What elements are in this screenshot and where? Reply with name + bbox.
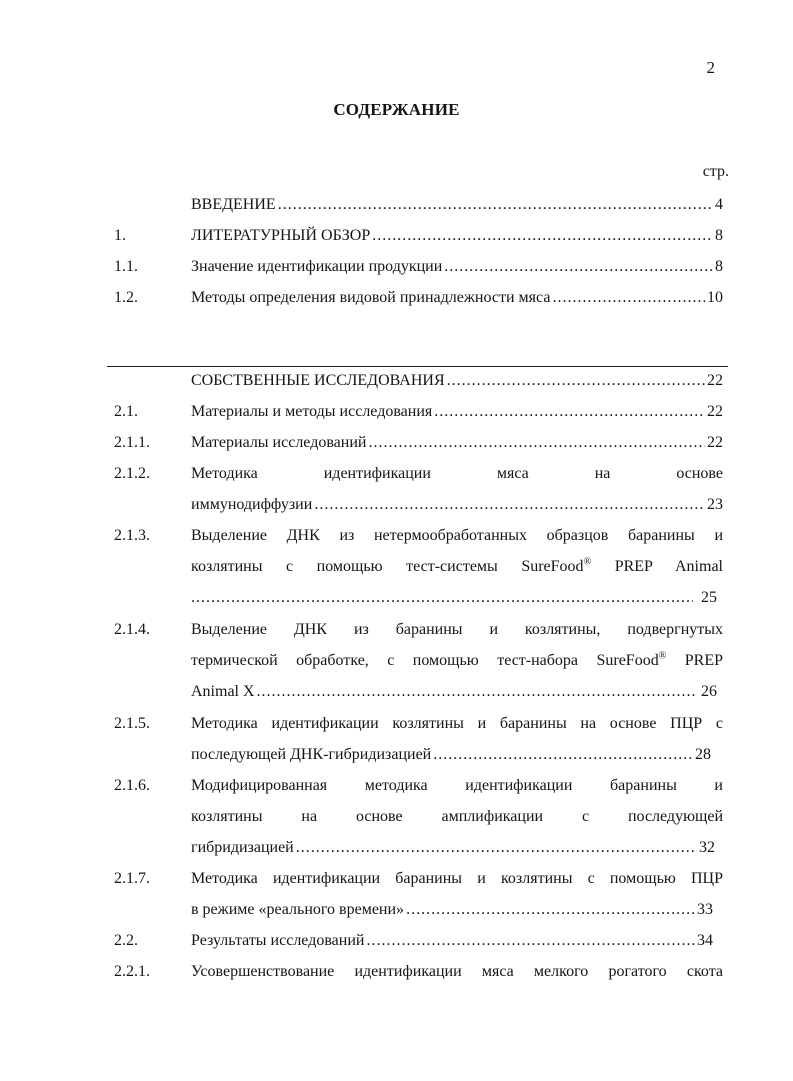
toc-entry-text: последующей ДНК-гибридизацией <box>191 746 432 763</box>
toc-entry-text: СОБСТВЕННЫЕ ИССЛЕДОВАНИЯ <box>191 372 445 389</box>
dot-leader <box>191 582 693 613</box>
dot-leader <box>372 220 713 251</box>
toc-entry-text: козлятины на основе амплификации с последующей <box>191 808 723 825</box>
dot-leader <box>278 189 713 220</box>
page-number: 2 <box>706 58 715 77</box>
toc-entry-text: Выделение ДНК из баранины и козлятины, подвергнутых <box>191 621 723 638</box>
toc-entry-number: 2.2.1. <box>114 963 150 980</box>
page-title: СОДЕРЖАНИЕ <box>333 100 460 119</box>
toc-entry-text: Результаты исследований <box>191 932 365 949</box>
toc-entry-text: иммунодиффузии <box>191 496 313 513</box>
dot-leader <box>314 489 705 520</box>
toc-entry-page: 33 <box>697 901 713 918</box>
toc-entry-text: Выделение ДНК из нетермообработанных образцов баранины и <box>191 527 723 544</box>
toc-entry-page: 22 <box>707 372 723 389</box>
dot-leader <box>433 739 693 770</box>
toc-entry-text: козлятины с помощью тест-системы SureFood® PREP Animal <box>191 556 723 575</box>
toc-entry-number: 2.1.1. <box>114 434 150 451</box>
page-column-label: стр. <box>702 163 729 180</box>
toc-entry-text: ЛИТЕРАТУРНЫЙ ОБЗОР <box>191 227 371 244</box>
toc-entry-number: 2.1.6. <box>114 777 150 794</box>
dot-leader <box>447 365 705 396</box>
dot-leader <box>368 427 705 458</box>
toc-entry-text: Усовершенствование идентификации мяса мелкого рогатого скота <box>191 963 723 980</box>
toc-entry-page: 32 <box>699 839 715 856</box>
toc-entry-page: 26 <box>701 683 717 700</box>
toc-entry-text: Методика идентификации мяса на основе <box>191 465 723 482</box>
toc-entry-text: гибридизацией <box>191 839 294 856</box>
toc-entry-text: термической обработке, с помощью тест-набора SureFood® PREP <box>191 650 724 669</box>
toc-entry-text: Animal X <box>191 683 255 700</box>
toc-entry-number: 1. <box>114 227 126 244</box>
dot-leader <box>434 396 705 427</box>
toc-entry-text: Методы определения видовой принадлежности мяса <box>191 289 551 306</box>
toc-entry-text: в режиме «реального времени» <box>191 901 405 918</box>
toc-entry-number: 1.2. <box>114 289 138 306</box>
toc-entry-text: ВВЕДЕНИЕ <box>191 196 276 213</box>
toc-entry-page: 22 <box>707 434 723 451</box>
toc-entry-number: 2.1.4. <box>114 621 150 638</box>
toc-entry-number: 2.1.7. <box>114 870 150 887</box>
toc-entry-page: 8 <box>715 227 723 244</box>
toc-entry-page: 8 <box>715 258 723 275</box>
toc-entry-page: 10 <box>707 289 723 306</box>
toc-entry-number: 1.1. <box>114 258 138 275</box>
toc-entry-page: 22 <box>707 403 723 420</box>
toc-entry-number: 2.2. <box>114 932 138 949</box>
toc-entry-page: 34 <box>697 932 713 949</box>
toc-entry-number: 2.1. <box>114 403 138 420</box>
registered-mark: ® <box>583 556 592 568</box>
dot-leader <box>406 894 695 925</box>
registered-mark: ® <box>658 650 667 662</box>
toc-entry-text: Методика идентификации баранины и козлятины с помощью ПЦР <box>191 870 723 887</box>
dot-leader <box>552 282 705 313</box>
toc-entry-text: Модифицированная методика идентификации баранины и <box>191 777 723 794</box>
toc-entry-text: Материалы и методы исследования <box>191 403 433 420</box>
dot-leader <box>296 832 697 863</box>
dot-leader <box>444 251 713 282</box>
toc-entry-text: Значение идентификации продукции <box>191 258 443 275</box>
toc-entry-page: 4 <box>715 196 723 213</box>
toc-entry-page: 23 <box>707 496 723 513</box>
toc-entry-text: Материалы исследований <box>191 434 367 451</box>
dot-leader <box>257 676 695 707</box>
toc-entry-page: 25 <box>701 589 717 606</box>
toc-entry-number: 2.1.5. <box>114 715 150 732</box>
toc-entry-number: 2.1.3. <box>114 527 150 544</box>
toc-entry-text: Методика идентификации козлятины и баранины на основе ПЦР с <box>191 715 723 732</box>
toc-entry-number: 2.1.2. <box>114 465 150 482</box>
dot-leader <box>366 925 695 956</box>
toc-entry-page: 28 <box>695 746 711 763</box>
